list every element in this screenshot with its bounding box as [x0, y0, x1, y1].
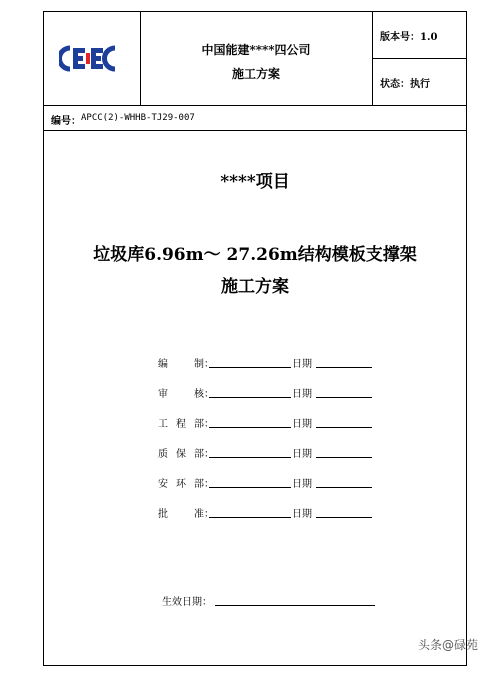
signature-row-safety	[158, 475, 378, 489]
document-page	[43, 11, 467, 666]
signature-label: 安环部	[158, 479, 204, 490]
signature-colon: ：	[204, 509, 214, 520]
status-label: 状态：执行	[380, 79, 430, 90]
version-cell	[372, 12, 466, 59]
signature-colon: ：	[204, 449, 214, 460]
date-line	[316, 457, 372, 458]
signature-line	[209, 487, 291, 488]
signature-label: 质保部	[158, 449, 204, 460]
signature-label: 编制	[158, 359, 204, 370]
date-label: 日期	[292, 449, 312, 460]
date-label: 日期	[292, 509, 312, 520]
code-value: APCC(2)-WHHB-TJ29-007	[81, 113, 195, 123]
signature-row-prepared	[158, 355, 378, 369]
main-title-line2: 施工方案	[221, 277, 289, 297]
date-label: 日期	[292, 359, 312, 370]
signature-line	[209, 367, 291, 368]
effective-date-row	[162, 593, 382, 607]
signature-row-reviewed	[158, 385, 378, 399]
date-label: 日期	[292, 389, 312, 400]
date-label: 日期	[292, 419, 312, 430]
logo-cell	[44, 12, 141, 105]
signature-row-approved	[158, 505, 378, 519]
date-line	[316, 487, 372, 488]
signature-line	[209, 457, 291, 458]
status-cell	[372, 59, 466, 105]
date-line	[316, 517, 372, 518]
main-title-line1: 垃圾库6.96m～ 27.26m结构模板支撑架	[93, 245, 417, 265]
version-label: 版本号：1.0	[380, 32, 438, 43]
signature-label: 审核	[158, 389, 204, 400]
effective-date-label: 生效日期：	[162, 597, 212, 608]
signature-colon: ：	[204, 479, 214, 490]
signature-row-engineering	[158, 415, 378, 429]
signature-line	[209, 397, 291, 398]
project-title: ****项目	[220, 172, 290, 192]
header-table	[44, 12, 466, 106]
date-line	[316, 397, 372, 398]
header-plan-label: 施工方案	[231, 67, 280, 81]
date-label: 日期	[292, 479, 312, 490]
signature-colon: ：	[204, 419, 214, 430]
signature-line	[209, 427, 291, 428]
date-line	[316, 367, 372, 368]
signature-row-quality	[158, 445, 378, 459]
ceec-logo	[59, 45, 117, 72]
signature-colon: ：	[204, 359, 214, 370]
code-label: 编号：	[51, 116, 81, 127]
company-name: 中国能建****四公司	[201, 43, 311, 57]
date-line	[316, 427, 372, 428]
effective-date-line	[215, 605, 375, 606]
signature-label: 批准	[158, 509, 204, 520]
watermark: 头条@碌苑	[417, 638, 478, 652]
signature-line	[209, 517, 291, 518]
company-cell	[140, 12, 373, 105]
document-code-row	[44, 106, 466, 131]
signature-colon: ：	[204, 389, 214, 400]
signature-label: 工程部	[158, 419, 204, 430]
